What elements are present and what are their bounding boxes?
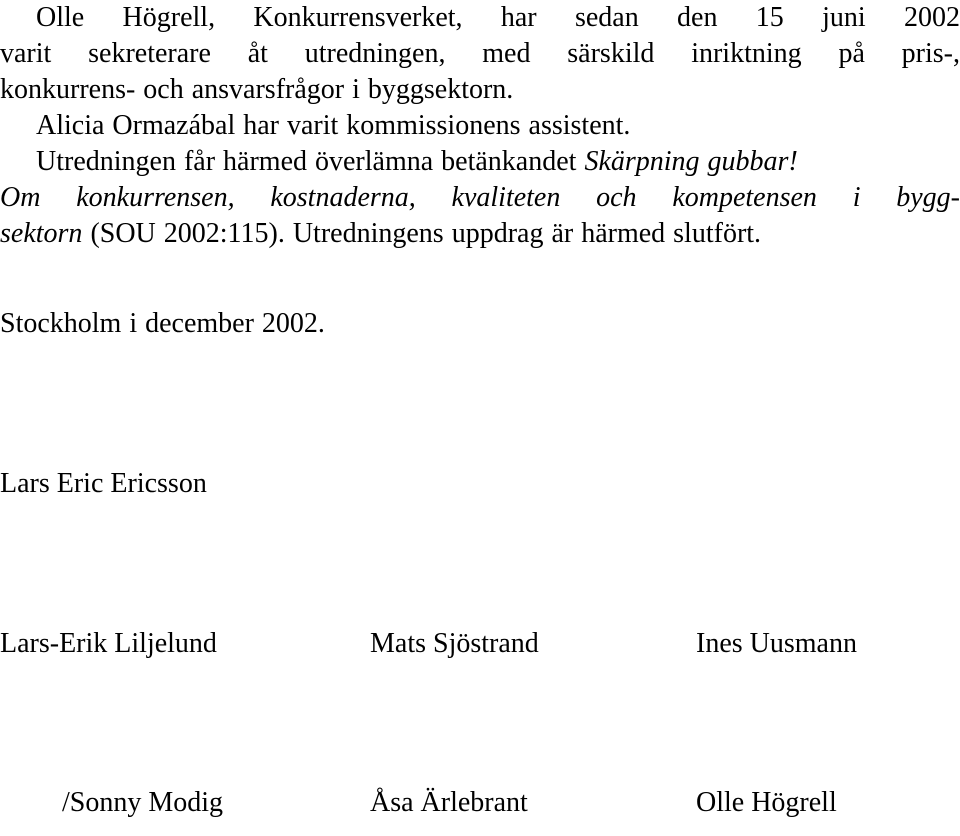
report-title-part-1: Skärpning gubbar!	[584, 146, 798, 177]
body-line-2: varit sekreterare åt utredningen, med särskild inriktning på pris-,	[0, 38, 960, 69]
body-line-5-text: Utredningen får härmed överlämna betänkandet	[36, 146, 585, 177]
place-date: Stockholm i december 2002.	[0, 308, 325, 339]
signature-member-5: Åsa Ärlebrant	[370, 787, 528, 818]
signature-member-1: Lars-Erik Liljelund	[0, 628, 217, 659]
body-line-4: Alicia Ormazábal har varit kommissionens assistent.	[36, 110, 631, 141]
body-line-7	[0, 216, 960, 252]
body-line-5	[0, 144, 960, 180]
signature-chair: Lars Eric Ericsson	[0, 468, 207, 499]
signature-member-2: Mats Sjöstrand	[370, 628, 539, 659]
body-line-3: konkurrens- och ansvarsfrågor i byggsektorn.	[0, 74, 514, 105]
report-title-part-3: sektorn	[0, 218, 83, 249]
report-title-part-2: Om konkurrensen, kostnaderna, kvaliteten och kompetensen i bygg-	[0, 182, 960, 213]
signature-member-6: Olle Högrell	[696, 787, 837, 818]
body-line-1: Olle Högrell, Konkurrensverket, har sedan den 15 juni 2002	[36, 2, 960, 33]
body-line-7-text: (SOU 2002:115). Utredningens uppdrag är härmed slutfört.	[82, 218, 762, 249]
signature-member-4: /Sonny Modig	[62, 787, 224, 818]
signature-member-3: Ines Uusmann	[696, 628, 857, 659]
